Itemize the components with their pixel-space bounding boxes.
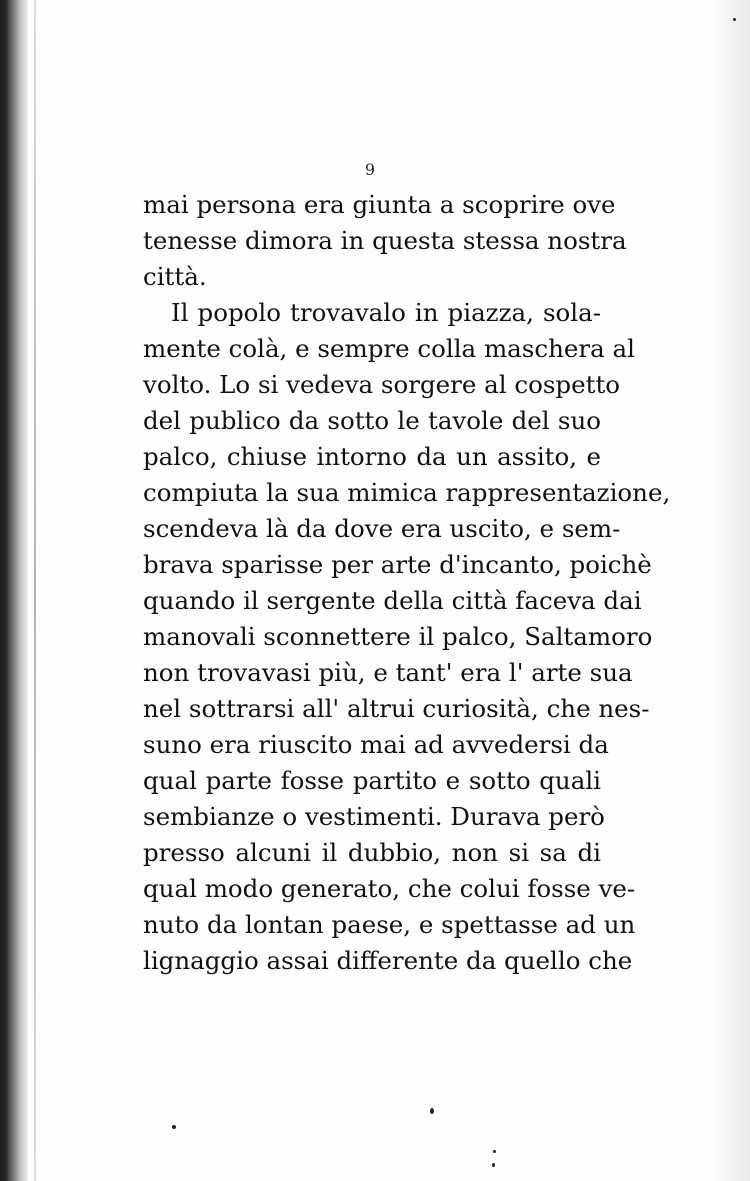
page-shadow bbox=[710, 0, 750, 1181]
text-line: volto. Lo si vedeva sorgere al cospetto bbox=[143, 370, 621, 399]
scan-speck bbox=[430, 1108, 434, 1114]
scan-speck bbox=[172, 1125, 176, 1129]
scan-speck bbox=[733, 18, 736, 21]
text-line: nel sottrarsi all' altrui curiosità, che nes- bbox=[143, 694, 650, 723]
text-line: compiuta la sua mimica rappresentazione, bbox=[143, 478, 671, 507]
text-line: non trovavasi più, e tant' era l' arte sua bbox=[143, 658, 633, 687]
text-line: tenesse dimora in questa stessa nostra bbox=[143, 226, 627, 255]
binding-crease bbox=[34, 0, 36, 1181]
text-line: Il popolo trovavalo in piazza, sola- bbox=[171, 298, 601, 327]
text-line: presso alcuni il dubbio, non si sa di bbox=[143, 838, 601, 867]
text-line: mai persona era giunta a scoprire ove bbox=[143, 190, 616, 219]
text-line: quando il sergente della città faceva dai bbox=[143, 586, 642, 615]
text-line: palco, chiuse intorno da un assito, e bbox=[143, 442, 601, 471]
text-line: città. bbox=[143, 262, 207, 291]
body-text bbox=[143, 187, 671, 979]
text-line: mente colà, e sempre colla maschera al bbox=[143, 334, 635, 363]
scan-speck bbox=[492, 1163, 495, 1167]
text-line: scendeva là da dove era uscito, e sem- bbox=[143, 514, 621, 543]
text-line: brava sparisse per arte d'incanto, poichè bbox=[143, 550, 652, 579]
binding-edge bbox=[0, 0, 28, 1181]
text-line: qual modo generato, che colui fosse ve- bbox=[143, 874, 636, 903]
text-line: lignaggio assai differente da quello che bbox=[143, 946, 633, 975]
page-number: 9 bbox=[364, 160, 376, 179]
text-line: suno era riuscito mai ad avvedersi da bbox=[143, 730, 609, 759]
text-line: del publico da sotto le tavole del suo bbox=[143, 406, 601, 435]
scan-speck bbox=[493, 1150, 496, 1153]
text-line: qual parte fosse partito e sotto quali bbox=[143, 766, 601, 795]
text-line: sembianze o vestimenti. Durava però bbox=[143, 802, 605, 831]
text-line: nuto da lontan paese, e spettasse ad un bbox=[143, 910, 636, 939]
text-line: manovali sconnettere il palco, Saltamoro bbox=[143, 622, 653, 651]
